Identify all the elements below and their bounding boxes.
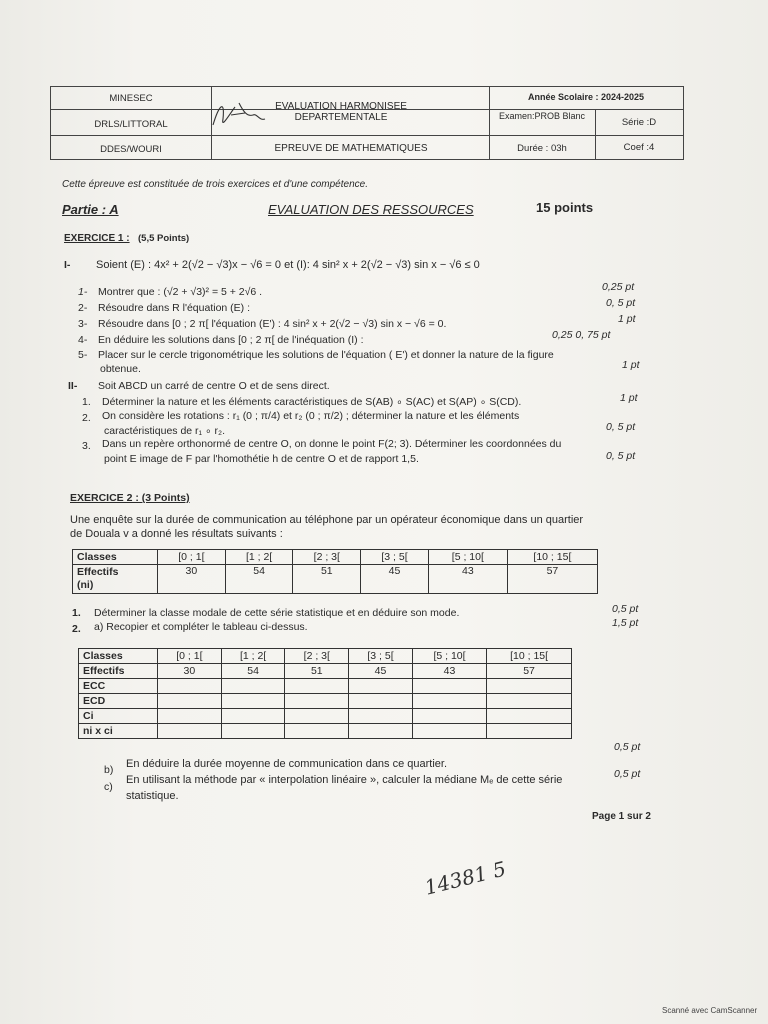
ex1-II-item-text: Dans un repère orthonormé de centre O, on donne le point F(2; 3). Déterminer les coordonnées du [102, 438, 562, 450]
ex1-II-item-number: 3. [82, 440, 91, 452]
empty-cell [349, 679, 413, 694]
table-cell: 45 [361, 565, 429, 594]
ex1-part-I-num: I- [64, 259, 71, 271]
ex1-II-item-text: point E image de F par l'homothétie h de centre O et de rapport 1,5. [104, 453, 419, 465]
header-box [50, 86, 684, 160]
row-header-effectifs [73, 565, 158, 594]
scanner-watermark: Scanné avec CamScanner [662, 1006, 758, 1015]
empty-cell [487, 679, 572, 694]
empty-cell [285, 709, 349, 724]
table-cell: [10 ; 15[ [507, 550, 597, 565]
ex1-item-number: 4- [78, 334, 88, 346]
data-table-1 [72, 549, 598, 594]
table-cell: 57 [487, 664, 572, 679]
table-cell: 51 [285, 664, 349, 679]
table-cell: 54 [221, 664, 285, 679]
duree-label: Durée : 03h [517, 143, 567, 154]
empty-cell [221, 679, 285, 694]
table-cell: [10 ; 15[ [487, 649, 572, 664]
ex1-II-item-points: 1 pt [620, 392, 638, 404]
empty-cell [349, 709, 413, 724]
ex1-II-item-text: caractéristiques de r₁ ∘ r₂. [104, 425, 225, 437]
ex1-item-text: Montrer que : (√2 + √3)² = 5 + 2√6 . [98, 286, 263, 298]
empty-cell [285, 694, 349, 709]
qc-points: 0,5 pt [614, 768, 641, 780]
drls-label: DRLS/LITTORAL [94, 119, 168, 130]
row-header: Ci [79, 709, 158, 724]
empty-cell [158, 724, 222, 739]
empty-cell [412, 679, 486, 694]
empty-cell [158, 694, 222, 709]
q1-points: 0,5 pt [612, 603, 639, 615]
row-header: Effectifs [79, 664, 158, 679]
examen-label: Examen:PROB Blanc [498, 111, 586, 121]
empty-cell [487, 724, 572, 739]
table-cell: [0 ; 1[ [158, 550, 226, 565]
coef-label: Coef :4 [623, 142, 655, 153]
qb-points: 0,5 pt [614, 741, 641, 753]
empty-cell [349, 694, 413, 709]
signature-image [209, 95, 279, 135]
table-cell: 30 [158, 664, 222, 679]
empty-cell [487, 694, 572, 709]
table-cell: [5 ; 10[ [428, 550, 507, 565]
empty-cell [158, 679, 222, 694]
ex1-II-item-number: 1. [82, 396, 91, 408]
ex1-II-item-number: 2. [82, 412, 91, 424]
empty-cell [285, 724, 349, 739]
annee-scolaire: Année Scolaire : 2024-2025 [527, 92, 645, 102]
ex1-item-points: 1 pt [618, 313, 636, 325]
qb-number: b) [104, 764, 114, 776]
empty-cell [221, 709, 285, 724]
qc-number: c) [104, 781, 113, 793]
empty-cell [158, 709, 222, 724]
handwritten-note: 14381 5 [422, 856, 509, 900]
intro-text: Cette épreuve est constituée de trois exercices et d'une compétence. [62, 179, 368, 190]
table-cell: 45 [349, 664, 413, 679]
table-cell: [0 ; 1[ [158, 649, 222, 664]
ex1-title: EXERCICE 1 : [64, 233, 130, 244]
empty-cell [221, 724, 285, 739]
q1-number: 1. [72, 607, 81, 619]
ex1-subtitle: (5,5 Points) [138, 233, 190, 244]
ex1-part-I-text: Soient (E) : 4x² + 2(√2 − √3)x − √6 = 0 et (I): 4 sin² x + 2(√2 − √3) sin x − √6 ≤ 0 [96, 259, 480, 271]
q1-text: Déterminer la classe modale de cette série statistique et en déduire son mode. [94, 607, 460, 619]
ex1-item-text: Résoudre dans [0 ; 2 π[ l'équation (E') : 4 sin² x + 2(√2 − √3) sin x − √6 = 0. [98, 318, 447, 330]
ex1-item-text: Résoudre dans R l'équation (E) : [98, 302, 251, 314]
table-cell: 43 [428, 565, 507, 594]
row-header: ECD [79, 694, 158, 709]
partie-points: 15 points [536, 200, 594, 215]
table-cell: 51 [293, 565, 361, 594]
ex2-intro-line1: Une enquête sur la durée de communication au téléphone par un opérateur économique dans un quartier [70, 514, 584, 526]
table-cell: [5 ; 10[ [412, 649, 486, 664]
empty-cell [487, 709, 572, 724]
ex1-part-II-text: Soit ABCD un carré de centre O et de sens direct. [98, 380, 330, 392]
table-cell: 57 [507, 565, 597, 594]
table-cell: 30 [158, 565, 226, 594]
epreuve-title: EPREUVE DE MATHEMATIQUES [274, 143, 428, 154]
table-cell: [3 ; 5[ [361, 550, 429, 565]
qb-text: En déduire la durée moyenne de communication dans ce quartier. [126, 758, 448, 770]
page-number: Page 1 sur 2 [592, 811, 651, 822]
ex1-item-text: Placer sur le cercle trigonométrique les solutions de l'équation ( E') et donner la nature de la figure [98, 349, 554, 361]
table-cell: [2 ; 3[ [285, 649, 349, 664]
effectifs-label: Effectifs [77, 566, 119, 578]
row-header: Classes [79, 649, 158, 664]
minesec-label: MINESEC [109, 93, 153, 104]
empty-cell [221, 694, 285, 709]
ex1-part-II-num: II- [68, 380, 78, 392]
ddes-label: DDES/WOURI [100, 144, 162, 155]
empty-cell [349, 724, 413, 739]
ex1-II-item-text: On considère les rotations : r₁ (0 ; π/4) et r₂ (0 ; π/2) ; déterminer la nature et les éléments [102, 410, 520, 422]
table-cell: [1 ; 2[ [225, 550, 293, 565]
serie-label: Série :D [621, 117, 657, 128]
row-header: ni x ci [79, 724, 158, 739]
partie-label: Partie : A [62, 202, 119, 217]
partie-title: EVALUATION DES RESSOURCES [268, 202, 474, 217]
ex1-item-points: 0, 5 pt [606, 297, 636, 309]
ex1-item-points: 0,25 0, 75 pt [552, 329, 611, 341]
row-header: ECC [79, 679, 158, 694]
table-cell: 43 [412, 664, 486, 679]
data-table-2 [78, 648, 572, 739]
table-cell: 54 [225, 565, 293, 594]
ex1-item-number: 2- [78, 302, 88, 314]
ex1-item-text: En déduire les solutions dans [0 ; 2 π[ de l'inéquation (I) : [98, 334, 364, 346]
ex1-item-number: 3- [78, 318, 88, 330]
row-header-classes: Classes [73, 550, 158, 565]
ex1-item-points: 1 pt [622, 359, 640, 371]
q2-number: 2. [72, 623, 81, 635]
table-cell: [1 ; 2[ [221, 649, 285, 664]
q2-text: a) Recopier et compléter le tableau ci-dessus. [94, 621, 308, 633]
ex1-item-points: 0,25 pt [602, 281, 635, 293]
empty-cell [412, 694, 486, 709]
ex1-item-number: 5- [78, 349, 88, 361]
ex1-II-item-points: 0, 5 pt [606, 450, 636, 462]
q2-points: 1,5 pt [612, 617, 639, 629]
table-cell: [2 ; 3[ [293, 550, 361, 565]
empty-cell [412, 709, 486, 724]
eval-title: EVALUATION HARMONISEE DEPARTEMENTALE [275, 101, 407, 123]
ex2-title: EXERCICE 2 : (3 Points) [70, 492, 190, 504]
ni-label: (ni) [77, 579, 94, 591]
empty-cell [412, 724, 486, 739]
qc-text: En utilisant la méthode par « interpolation linéaire », calculer la médiane Mₑ de cette série [126, 774, 563, 786]
ex1-item-number: 1- [78, 286, 88, 298]
qc-text-line2: statistique. [126, 790, 179, 802]
empty-cell [285, 679, 349, 694]
table-cell: [3 ; 5[ [349, 649, 413, 664]
ex1-II-item-points: 0, 5 pt [606, 421, 636, 433]
ex1-item-text: obtenue. [100, 363, 141, 375]
ex1-II-item-text: Déterminer la nature et les éléments caractéristiques de S(AB) ∘ S(AC) et S(AP) ∘ S(CD). [102, 396, 522, 408]
ex2-intro-line2: de Douala v a donné les résultats suivants : [70, 528, 283, 540]
